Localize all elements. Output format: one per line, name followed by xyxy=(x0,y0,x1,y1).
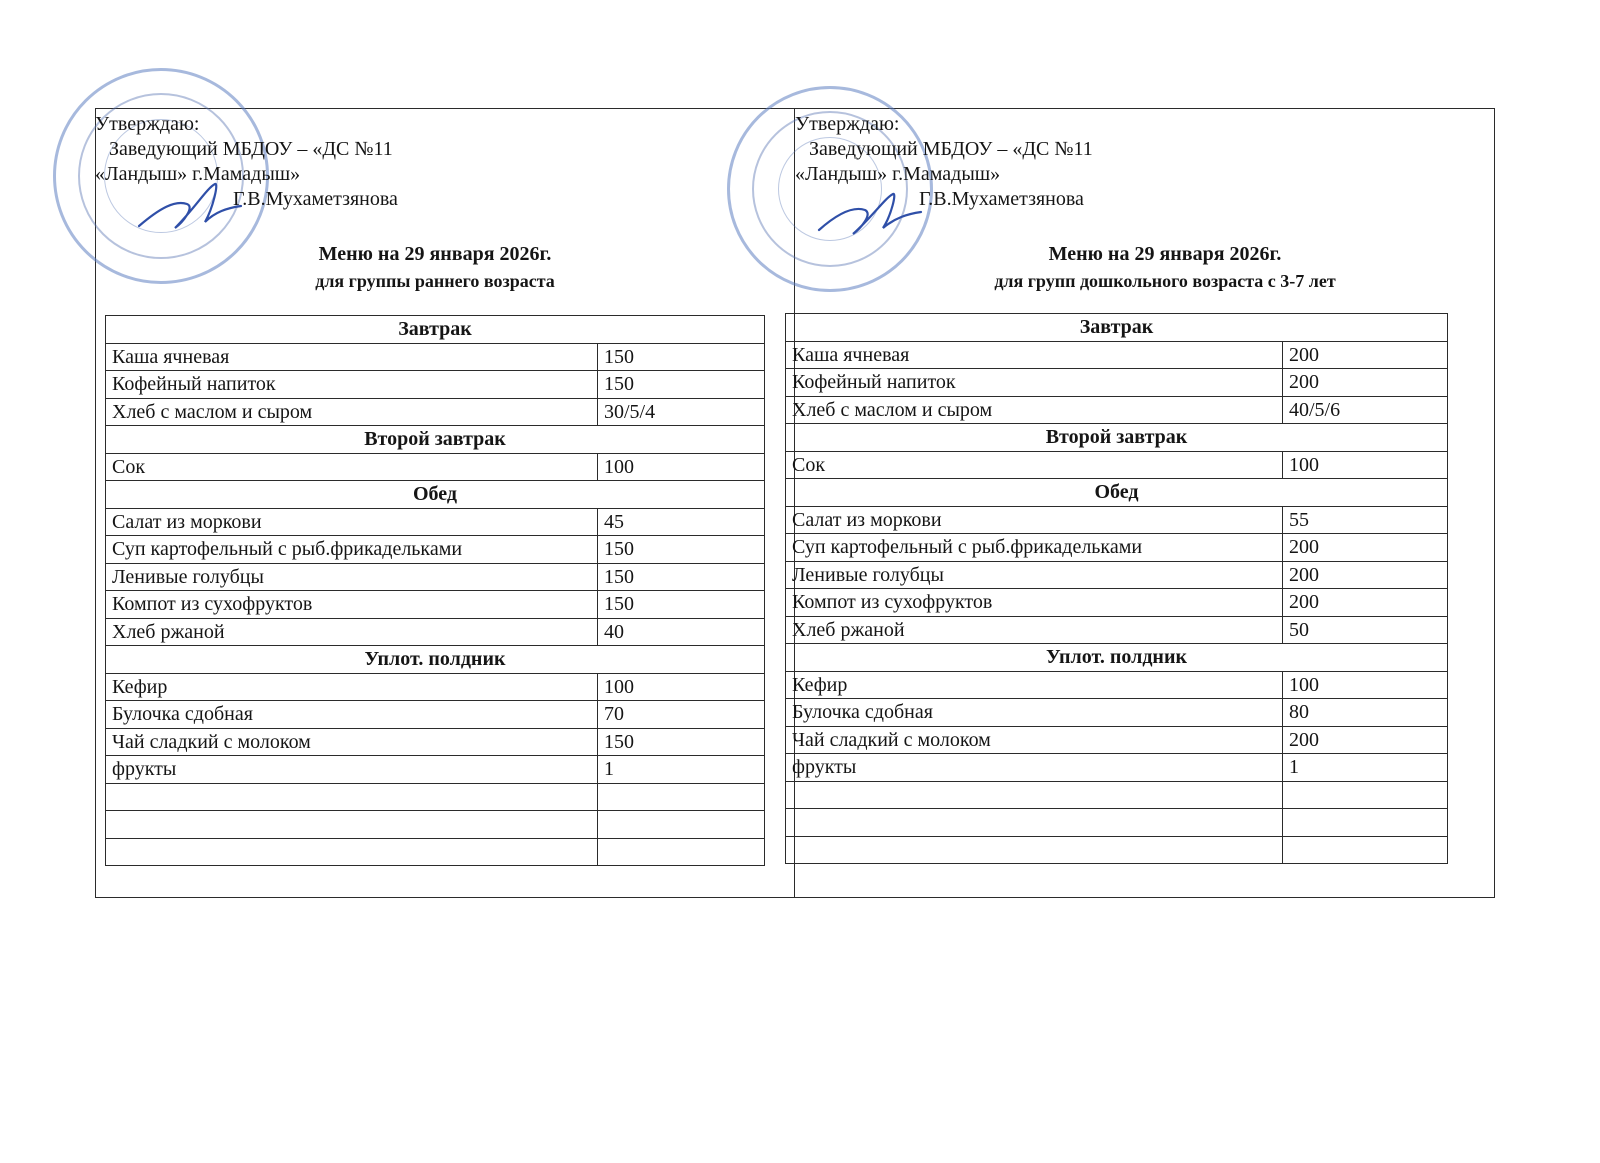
section-title: Уплот. полдник xyxy=(106,646,765,674)
dish-name: Ленивые голубцы xyxy=(106,563,598,591)
portion-value: 100 xyxy=(1283,671,1448,699)
section-header-row xyxy=(106,426,765,454)
dish-name: Ленивые голубцы xyxy=(786,561,1283,589)
dish-name: Сок xyxy=(106,453,598,481)
portion-value: 50 xyxy=(1283,616,1448,644)
dish-name: фрукты xyxy=(786,754,1283,782)
approval-signatory: Г.В.Мухаметзянова xyxy=(919,188,1084,210)
table-row xyxy=(786,754,1448,782)
portion-value: 200 xyxy=(1283,369,1448,397)
table-row xyxy=(106,811,765,839)
dish-name: Хлеб ржаной xyxy=(106,618,598,646)
signature xyxy=(135,178,245,238)
menu-title: Меню на 29 января 2026г. xyxy=(318,243,552,265)
section-header-row xyxy=(106,316,765,344)
section-header-row xyxy=(106,481,765,509)
menu-subtitle: для групп дошкольного возраста с 3-7 лет xyxy=(994,271,1336,291)
portion-value: 40/5/6 xyxy=(1283,396,1448,424)
table-row xyxy=(106,756,765,784)
portion-value xyxy=(598,783,765,811)
menu-heading xyxy=(895,240,1435,294)
table-row xyxy=(106,536,765,564)
menu-table xyxy=(785,313,1448,864)
table-row xyxy=(786,836,1448,864)
section-title: Завтрак xyxy=(786,314,1448,342)
approval-signatory: Г.В.Мухаметзянова xyxy=(233,188,398,210)
section-header-row xyxy=(786,644,1448,672)
dish-name: Каша ячневая xyxy=(786,341,1283,369)
portion-value xyxy=(1283,836,1448,864)
dish-name: Булочка сдобная xyxy=(786,699,1283,727)
portion-value: 1 xyxy=(598,756,765,784)
section-title: Обед xyxy=(106,481,765,509)
portion-value: 150 xyxy=(598,371,765,399)
right-menu-panel xyxy=(792,108,1495,898)
dish-name: Сок xyxy=(786,451,1283,479)
dish-name xyxy=(106,811,598,839)
section-header-row xyxy=(786,479,1448,507)
menu-title: Меню на 29 января 2026г. xyxy=(1048,243,1282,265)
table-row xyxy=(106,728,765,756)
table-row xyxy=(106,453,765,481)
table-row xyxy=(786,589,1448,617)
table-row xyxy=(786,671,1448,699)
portion-value: 70 xyxy=(598,701,765,729)
table-row xyxy=(786,726,1448,754)
dish-name: Чай сладкий с молоком xyxy=(786,726,1283,754)
table-row xyxy=(786,369,1448,397)
portion-value: 100 xyxy=(598,673,765,701)
table-row xyxy=(786,341,1448,369)
portion-value: 150 xyxy=(598,343,765,371)
portion-value: 30/5/4 xyxy=(598,398,765,426)
portion-value xyxy=(1283,781,1448,809)
table-row xyxy=(106,783,765,811)
dish-name xyxy=(106,783,598,811)
dish-name: Кофейный напиток xyxy=(106,371,598,399)
dish-name xyxy=(786,836,1283,864)
table-row xyxy=(786,561,1448,589)
dish-name xyxy=(106,838,598,866)
portion-value: 55 xyxy=(1283,506,1448,534)
portion-value: 200 xyxy=(1283,726,1448,754)
dish-name: Кофейный напиток xyxy=(786,369,1283,397)
table-row xyxy=(786,534,1448,562)
portion-value: 40 xyxy=(598,618,765,646)
table-row xyxy=(106,701,765,729)
dish-name: Булочка сдобная xyxy=(106,701,598,729)
section-header-row xyxy=(106,646,765,674)
portion-value: 200 xyxy=(1283,534,1448,562)
menu-table xyxy=(105,315,765,866)
portion-value: 150 xyxy=(598,591,765,619)
table-row xyxy=(786,506,1448,534)
dish-name: Компот из сухофруктов xyxy=(786,589,1283,617)
table-row xyxy=(106,398,765,426)
portion-value: 80 xyxy=(1283,699,1448,727)
left-menu-panel xyxy=(95,108,794,898)
approval-organization: «Ландыш» г.Мамадыш» xyxy=(95,163,301,185)
table-row xyxy=(786,616,1448,644)
dish-name: Хлеб с маслом и сыром xyxy=(106,398,598,426)
menu-heading xyxy=(195,240,675,294)
table-row xyxy=(106,508,765,536)
portion-value: 200 xyxy=(1283,561,1448,589)
dish-name: Кефир xyxy=(106,673,598,701)
portion-value xyxy=(598,811,765,839)
signature xyxy=(815,186,925,246)
section-title: Второй завтрак xyxy=(786,424,1448,452)
table-row xyxy=(106,371,765,399)
portion-value: 150 xyxy=(598,536,765,564)
menu-subtitle: для группы раннего возраста xyxy=(315,271,555,291)
approval-title: Утверждаю: xyxy=(795,113,900,135)
table-row xyxy=(106,343,765,371)
portion-value: 1 xyxy=(1283,754,1448,782)
table-row xyxy=(106,673,765,701)
dish-name: Хлеб ржаной xyxy=(786,616,1283,644)
dish-name: Салат из моркови xyxy=(786,506,1283,534)
table-row xyxy=(786,451,1448,479)
table-row xyxy=(106,618,765,646)
portion-value: 200 xyxy=(1283,589,1448,617)
dish-name: Компот из сухофруктов xyxy=(106,591,598,619)
portion-value: 150 xyxy=(598,728,765,756)
dish-name: Кефир xyxy=(786,671,1283,699)
table-row xyxy=(786,781,1448,809)
section-title: Второй завтрак xyxy=(106,426,765,454)
approval-position: Заведующий МБДОУ – «ДС №11 xyxy=(809,138,1093,160)
table-row xyxy=(106,838,765,866)
dish-name: фрукты xyxy=(106,756,598,784)
table-row xyxy=(106,563,765,591)
portion-value: 150 xyxy=(598,563,765,591)
section-header-row xyxy=(786,314,1448,342)
portion-value: 200 xyxy=(1283,341,1448,369)
dish-name xyxy=(786,781,1283,809)
dish-name: Чай сладкий с молоком xyxy=(106,728,598,756)
dish-name xyxy=(786,809,1283,837)
approval-organization: «Ландыш» г.Мамадыш» xyxy=(795,163,1001,185)
section-title: Уплот. полдник xyxy=(786,644,1448,672)
portion-value: 100 xyxy=(1283,451,1448,479)
table-row xyxy=(106,591,765,619)
table-row xyxy=(786,396,1448,424)
dish-name: Суп картофельный с рыб.фрикадельками xyxy=(786,534,1283,562)
dish-name: Хлеб с маслом и сыром xyxy=(786,396,1283,424)
section-header-row xyxy=(786,424,1448,452)
portion-value: 100 xyxy=(598,453,765,481)
dish-name: Салат из моркови xyxy=(106,508,598,536)
section-title: Обед xyxy=(786,479,1448,507)
section-title: Завтрак xyxy=(106,316,765,344)
table-row xyxy=(786,699,1448,727)
dish-name: Суп картофельный с рыб.фрикадельками xyxy=(106,536,598,564)
approval-title: Утверждаю: xyxy=(95,113,200,135)
approval-position: Заведующий МБДОУ – «ДС №11 xyxy=(109,138,393,160)
portion-value xyxy=(598,838,765,866)
portion-value: 45 xyxy=(598,508,765,536)
portion-value xyxy=(1283,809,1448,837)
table-row xyxy=(786,809,1448,837)
dish-name: Каша ячневая xyxy=(106,343,598,371)
